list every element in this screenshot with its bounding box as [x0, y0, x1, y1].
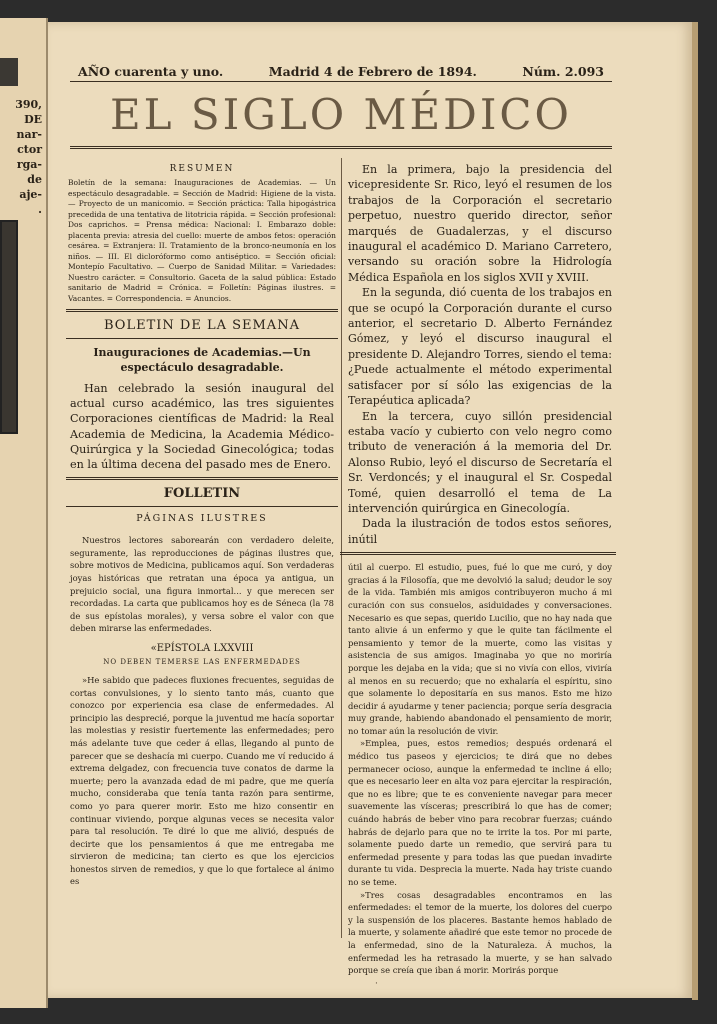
right-paragraph-3: En la tercera, cuyo sillón presidencial estaba vacío y cubierto con velo negro como tributo de veneración á la memoria del Dr. Alonso Rubio, leyó el discurso de Secretaría el Sr. Verdoncés; y el inaugural el Sr. Cospedal Tomé, quien desarrolló el tema de La intervención quirúrgica en Ginecología.: [348, 409, 612, 515]
left-fragment-5: rga-: [16, 158, 42, 171]
resumen-text: Boletín de la semana: Inauguraciones de Academias. — Un espectáculo desagradable. = Sección de Madrid: Higiene de la vista. — Proyecto de un manicomio. = Sección práctica: Talla hipogástrica precedida de una tentativa de litotricia rápida. = Sección profesional: Dos caprichos. = Prensa médica: Nacional: I. Embarazo doble: placenta previa: atresia del cuello: muerte de ambos fetos: operación cesárea. = Extranjera: II. Tratamiento de la bronco-neumonía en los niños. — III. El dicloróformo como antiséptico. = Sección oficial: Montepío Facultativo. — Cuerpo de Sanidad Militar. = Variedades: Nuestro carácter. = Consultorio. Gaceta de la salud pública: Estado sanitario de Madrid = Crónica. = Folletín: Páginas ilustres. = Vacantes. = Correspondencia. = Anuncios.: [68, 178, 336, 303]
date-label: Madrid 4 de Febrero de 1894.: [268, 64, 477, 79]
ink-blot: [0, 58, 18, 86]
newspaper-page: [48, 22, 692, 998]
boletin-heading: BOLETIN DE LA SEMANA: [104, 318, 300, 333]
letter-text: »He sabido que padeces fluxiones frecuentes, seguidas de cortas convulsiones, y lo siento tanto más, cuanto que conozco por experiencia esa clase de enfermedades. Al principio las desprecié, porque la juventud me hacía soportar las molestias y resistir fuertemente las enfermedades; pero más adelante tuve que ceder á ellas, llegando al punto de parecer que se deshacía mi cuerpo. Cuando me ví reducido á extrema delgadez, con frecuencia tuve conatos de darme la muerte; pero la avanzada edad de mi padre, que me quería mucho, consideraba que tenía tanta razón para sentirme, como yo para querer morir. Esto me hizo consentir en continuar viviendo, porque algunas veces se necesita valor para tal resolución. Te diré lo que me alivió, después de decirte que los pensamientos á que me entregaba me sirvieron de medicina; tan cierto es que los ejercicios honestos sirven de remedios, y que lo que fortalece al ánimo es: [70, 674, 334, 887]
paginas-heading: PÁGINAS ILUSTRES: [136, 513, 268, 525]
right-paragraph-4: Dada la ilustración de todos estos señores, inútil: [348, 517, 612, 546]
right-column: [344, 162, 616, 977]
boletin-subheading: Inauguraciones de Academias.—Un espectáculo desagradable.: [93, 346, 311, 374]
section-rule: [66, 309, 338, 313]
left-fragment-6: de: [27, 173, 42, 186]
header-rule: [70, 81, 612, 82]
boletin-paragraph: Han celebrado la sesión inaugural del actual curso académico, las tres siguientes Corporaciones científicas de Madrid: la Real Academia de Medicina, la Academia Médico-Quirúrgica y la Sociedad Ginecológica; todas en la última decena del pasado mes de Enero.: [70, 382, 334, 472]
section-rule: [66, 338, 338, 339]
right-paragraph-2: En la segunda, dió cuenta de los trabajos en que se ocupó la Corporación durante el curso anterior, el secretario D. Alberto Fernández Gómez, y leyó el discurso inaugural el presidente D. Alejandro Torres, siendo el tema: ¿Puede actualmente el método experimental satisfacer por sí sólo las exigencias de la Terapéutica aplicada?: [348, 286, 612, 408]
folletin-heading: FOLLETIN: [163, 486, 241, 502]
left-fragment-7: aje-: [19, 188, 42, 201]
year-label: AÑO cuarenta y uno.: [78, 64, 224, 79]
column-divider: [341, 158, 342, 938]
epistola-heading: «EPÍSTOLA LXXVIII: [150, 642, 254, 654]
left-page-illustration: [0, 220, 18, 434]
page-mark: ·: [375, 979, 378, 989]
left-fragment-8: .: [38, 203, 42, 216]
resumen-heading: RESUMEN: [169, 164, 235, 174]
folletin-continued-2: »Emplea, pues, estos remedios; después ordenará el médico tus paseos y ejercicios; te dirá que no debes permanecer ocioso, aunque la enfermedad te incline á ello; que es necesario leer en alta voz para ejercitar la respiración, que no es libre; que te es conveniente navegar para mecer suavemente las vísceras; prescribirá lo que has de comer; cuándo habrás de beber vino para recobrar fuerzas; cuándo habrás de dejarlo para que no te irrite la tos. Por mi parte, solamente puedo darte un remedio, que servirá para tu enfermedad presente y para todas las que puedan invadirte durante tu vida. Desprecia la muerte. Nada hay triste cuando no se teme.: [348, 738, 612, 887]
right-paragraph-1: En la primera, bajo la presidencia del vicepresidente Sr. Rico, leyó el resumen de los trabajos de la Corporación el secretario perpetuo, nuestro querido director, señor marqués de Guadalerzas, y el discurso inaugural el académico D. Mariano Carretero, versando su oración sobre la Hidrología Médica Española en los siglos XVII y XVIII.: [348, 163, 612, 284]
issue-number: Núm. 2.093: [522, 64, 604, 79]
left-fragment-4: ctor: [17, 143, 42, 156]
folletin-continued-3: »Tres cosas desagradables encontramos en las enfermedades: el temor de la muerte, los dolores del cuerpo y la suspensión de los placeres. Bastante hemos hablado de la muerte, y solamente añadiré que este temor no procede de la enfermedad, sino de la Naturaleza. Á muchos, la enfermedad les ha retrasado la muerte, y se han salvado porque se creía que iban á morir. Morirás porque: [348, 889, 612, 976]
masthead-info: [78, 64, 604, 79]
epistola-subheading: NO DEBEN TEMERSE LAS ENFERMEDADES: [103, 657, 301, 666]
section-rule: [66, 477, 338, 481]
section-rule: [66, 506, 338, 507]
folletin-continued-1: útil al cuerpo. El estudio, pues, fué lo que me curó, y doy gracias á la Filosofía, que me devolvió la salud; deudor le soy de la vida. También mis amigos contribuyeron mucho á mi curación con sus consuelos, asiduidades y conversaciones. Necesario es que sepas, querido Lucilio, que no hay nada que tanto alivie á un enfermo y que le quite tan fácilmente el pensamiento y temor de la muerte, como las visitas y asistencia de sus amigos. Imaginaba yo que no moriría porque les dejaba en la vida; que si no vivía con ellos, viviría al menos en su recuerdo; que no exhalaría el espíritu, sino que solamente lo depositaría en sus manos. Esto me hizo decidir á ayudarme y tener paciencia; porque sería desgracia muy grande, habiendo abandonado el pensamiento de morir, no tomar aún la resolución de vivir.: [348, 562, 612, 736]
left-column: [66, 162, 338, 888]
left-fragment-1: 390,: [15, 98, 42, 111]
left-fragment-3: nar-: [16, 128, 42, 141]
section-rule: [340, 552, 616, 556]
title-rule: [70, 146, 612, 151]
newspaper-title: EL SIGLO MÉDICO: [110, 90, 572, 139]
page-edge: [692, 22, 698, 1000]
adjacent-page-fragment: [0, 18, 48, 1008]
left-fragment-2: DE: [24, 113, 42, 126]
folletin-intro: Nuestros lectores saborearán con verdadero deleite, seguramente, las reproducciones de páginas ilustres que, sobre motivos de Medicina, publicamos aquí. Son verdaderas joyas históricas que retratan una época ya antigua, un prejuicio social, una figura inmortal... y que merecen ser recordadas. La carta que publicamos hoy es de Séneca (la 78 de sus epístolas morales), y versa sobre el valor con que deben mirarse las enfermedades.: [70, 535, 334, 634]
